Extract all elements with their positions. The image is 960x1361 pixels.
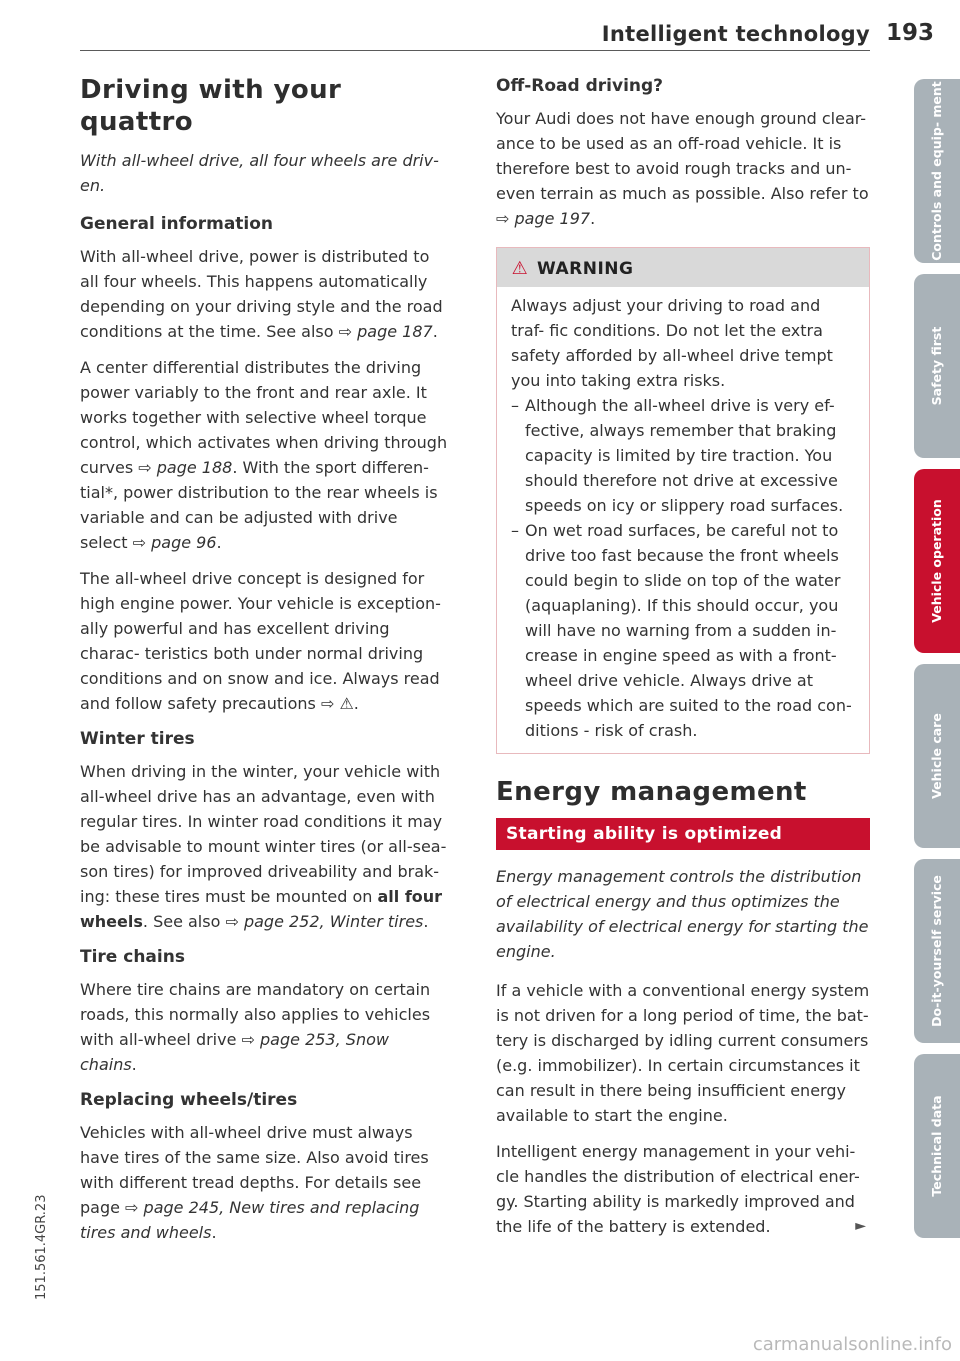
page-ref-link[interactable]: ⇨ page 96 <box>132 533 217 552</box>
tab-label: Technical data <box>929 1095 944 1197</box>
tab-label: Vehicle care <box>929 713 944 799</box>
warning-intro: Always adjust your driving to road and traf- fic conditions. Do not let the extra safety afforded by all-wheel drive tempt you into taking extra risks. <box>511 296 833 390</box>
warning-item: – Although the all-wheel drive is very ef- fective, always remember that braking capacity is limited by tire traction. You should therefore not drive at excessive speeds on icy or slippery road surfaces. <box>511 393 855 518</box>
paragraph: Where tire chains are mandatory on certain roads, this normally also applies to vehicles with all-wheel drive ⇨ page 253, Snow chains. <box>80 980 431 1074</box>
watermark: carmanualsonline.info <box>752 1334 952 1355</box>
warning-box <box>496 247 870 754</box>
tab-vehicle-care[interactable] <box>914 664 960 848</box>
paragraph: Your Audi does not have enough ground clear- ance to be used as an off-road vehicle. It is therefore best to avoid rough tracks and un- even terrain as much as possible. Also refer to ⇨ page 197. <box>496 109 869 228</box>
tab-label: Controls and equip- ment <box>929 81 944 261</box>
energy-lead: Energy management controls the distribution of electrical energy and thus optimizes the availability of electrical energy for starting the engine. <box>496 867 869 961</box>
right-column <box>496 74 870 1250</box>
tab-label: Safety first <box>929 326 944 406</box>
left-column <box>80 74 450 1256</box>
page-number: 193 <box>885 20 934 46</box>
header-rule <box>80 50 870 51</box>
paragraph: With all-wheel drive, power is distributed to all four wheels. This happens automatically depending on your driving style and the road conditions at the time. See also ⇨ page 187. <box>80 247 443 341</box>
running-head: Intelligent technology <box>601 22 870 46</box>
page-ref-link[interactable]: ⇨ page 197 <box>496 209 591 228</box>
tab-label: Vehicle operation <box>929 499 944 623</box>
subheading-winter-tires: Winter tires <box>80 729 195 749</box>
margin-code: 151.561.4GR.23 <box>34 1194 49 1300</box>
paragraph: When driving in the winter, your vehicle with all-wheel drive has an advantage, even with regular tires. In winter road conditions it may be advisable to mount winter tires (or all-sea- son tires) for improved driveability and brak- ing: these tires must be mounted on all four wheels. See also ⇨ page 252, Winter tires. <box>80 762 447 931</box>
warning-title: WARNING <box>537 259 634 279</box>
tab-technical-data[interactable] <box>914 1054 960 1238</box>
subheading-general-information: General information <box>80 214 274 234</box>
section-title: Driving with your quattro <box>80 75 342 137</box>
chapter-tabs <box>914 79 960 1249</box>
paragraph: Vehicles with all-wheel drive must always have tires of the same size. Also avoid tires with different tread depths. For details see page ⇨ page 245, New tires and replacing tires and wheels. <box>80 1123 429 1242</box>
page-ref-link[interactable]: ⇨ page 245, New tires and replacing tires and wheels <box>80 1198 420 1242</box>
tab-safety-first[interactable] <box>914 274 960 458</box>
subheading-tire-chains: Tire chains <box>80 947 185 967</box>
paragraph: The all-wheel drive concept is designed for high engine power. Your vehicle is exception- ally powerful and has excellent driving charac- teristics both under normal driving conditions and on snow and ice. Always read and follow safety precautions ⇨ ⚠. <box>80 569 441 713</box>
warning-triangle-icon: ⚠ <box>511 258 529 279</box>
page-ref-link[interactable]: ⇨ page 187 <box>338 322 433 341</box>
energy-subsection-bar: Starting ability is optimized <box>496 818 870 850</box>
page-ref-link[interactable]: ⇨ page 252, Winter tires <box>225 912 424 931</box>
page-ref-link[interactable]: ⇨ page 188 <box>138 458 233 477</box>
paragraph: If a vehicle with a conventional energy system is not driven for a long period of time, the bat- tery is discharged by idling current consumers (e.g. immobilizer). In certain circumstances it can result in there being insufficient energy available to start the engine. <box>496 981 870 1125</box>
warning-ref-link[interactable]: ⇨ ⚠ <box>320 694 354 713</box>
paragraph: Intelligent energy management in your vehi- cle handles the distribution of electrical ener- gy. Starting ability is markedly improved and the life of the battery is extended. ► <box>496 1139 870 1239</box>
page-ref-link[interactable]: ⇨ page 253, Snow chains <box>80 1030 389 1074</box>
warning-list <box>511 393 855 743</box>
continue-arrow-icon: ► <box>855 1218 866 1234</box>
tab-controls-and-equipment[interactable] <box>914 79 960 263</box>
tab-do-it-yourself-service[interactable] <box>914 859 960 1043</box>
warning-body <box>497 287 869 753</box>
tab-label: Do-it-yourself service <box>929 875 944 1027</box>
subheading-offroad: Off-Road driving? <box>496 76 664 96</box>
subheading-replacing-wheels: Replacing wheels/tires <box>80 1090 298 1110</box>
warning-header <box>497 248 869 287</box>
paragraph: A center differential distributes the driving power variably to the front and rear axle. It works together with selective wheel torque control, which activates when driving through curves ⇨ page 188. With the sport differen- tial*, power distribution to the rear wheels is variable and can be adjusted with drive select ⇨ page 96. <box>80 358 448 552</box>
section-lead: With all-wheel drive, all four wheels are driv- en. <box>80 151 439 195</box>
tab-vehicle-operation[interactable] <box>914 469 960 653</box>
warning-item: – On wet road surfaces, be careful not to drive too fast because the front wheels could begin to slide on top of the water (aquaplaning). If this should occur, you will have no warning from a sudden in- crease in engine speed as with a front- wheel drive vehicle. Always drive at speeds which are suited to the road con- ditions - risk of crash. <box>511 518 855 743</box>
energy-title: Energy management <box>496 777 807 807</box>
